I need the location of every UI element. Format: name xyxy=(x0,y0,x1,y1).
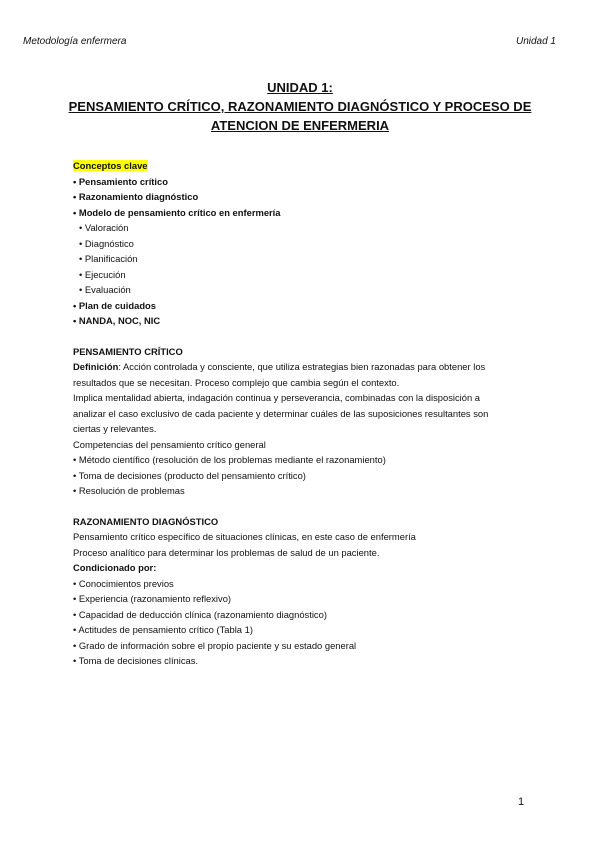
razonamiento-heading: RAZONAMIENTO DIAGNÓSTICO xyxy=(73,515,219,527)
condicionado-item: • Conocimientos previos xyxy=(73,577,174,589)
concepto-subitem: • Planificación xyxy=(79,253,138,264)
concepto-subitem: • Diagnóstico xyxy=(79,237,134,249)
title-line-1: UNIDAD 1: xyxy=(267,80,333,95)
document-title xyxy=(0,78,600,135)
pensamiento-heading: PENSAMIENTO CRÍTICO xyxy=(73,345,183,357)
title-line-2: PENSAMIENTO CRÍTICO, RAZONAMIENTO DIAGNÓSTICO Y PROCESO DE xyxy=(68,99,532,114)
condicionado-item: • Toma de decisiones clínicas. xyxy=(73,655,199,666)
concepto-item: • Modelo de pensamiento crítico en enfermería xyxy=(73,206,281,218)
definicion-label: Definición xyxy=(73,361,119,372)
competencia-item: • Toma de decisiones (producto del pensamiento crítico) xyxy=(73,469,306,481)
definicion-text: : Acción controlada y consciente, que utiliza estrategias bien razonadas para obtener los xyxy=(118,361,486,372)
condicionado-item: • Grado de información sobre el propio paciente y su estado general xyxy=(73,639,357,651)
condicionado-item: • Capacidad de deducción clínica (razonamiento diagnóstico) xyxy=(73,608,327,620)
competencias-label: Competencias del pensamiento crítico general xyxy=(73,438,266,450)
competencia-item: • Resolución de problemas xyxy=(73,485,185,496)
concepto-subitem: • Evaluación xyxy=(79,284,131,295)
paragraph-line: Implica mentalidad abierta, indagación continua y perseverancia, combinadas con la disposición a xyxy=(73,392,481,403)
page-content xyxy=(73,158,523,669)
definicion-line-2: resultados que se necesitan. Proceso complejo que cambia según el contexto. xyxy=(73,376,400,388)
concepto-item: • NANDA, NOC, NIC xyxy=(73,315,161,326)
concepto-item: • Razonamiento diagnóstico xyxy=(73,191,199,202)
condicionado-label: Condicionado por: xyxy=(73,562,157,573)
concepto-item: • Pensamiento crítico xyxy=(73,175,168,187)
page-number: 1 xyxy=(518,796,525,808)
conceptos-heading: Conceptos clave xyxy=(73,160,148,171)
running-header-left: Metodología enfermera xyxy=(23,36,127,47)
condicionado-item: • Actitudes de pensamiento crítico (Tabla 1) xyxy=(73,624,253,635)
competencia-item: • Método científico (resolución de los problemas mediante el razonamiento) xyxy=(73,454,386,465)
concepto-subitem: • Valoración xyxy=(79,222,129,233)
concepto-subitem: • Ejecución xyxy=(79,268,126,280)
concepto-item: • Plan de cuidados xyxy=(73,299,156,311)
title-line-3: ATENCION DE ENFERMERIA xyxy=(210,118,390,133)
condicionado-item: • Experiencia (razonamiento reflexivo) xyxy=(73,593,232,604)
running-header-right: Unidad 1 xyxy=(515,36,556,47)
razonamiento-line: Pensamiento crítico específico de situaciones clínicas, en este caso de enfermería xyxy=(73,531,416,542)
paragraph-line: analizar el caso exclusivo de cada paciente y determinar cuáles de las suposiciones resultantes son xyxy=(73,407,489,419)
paragraph-line: ciertas y relevantes. xyxy=(73,423,157,434)
razonamiento-line: Proceso analítico para determinar los problemas de salud de un paciente. xyxy=(73,546,380,558)
